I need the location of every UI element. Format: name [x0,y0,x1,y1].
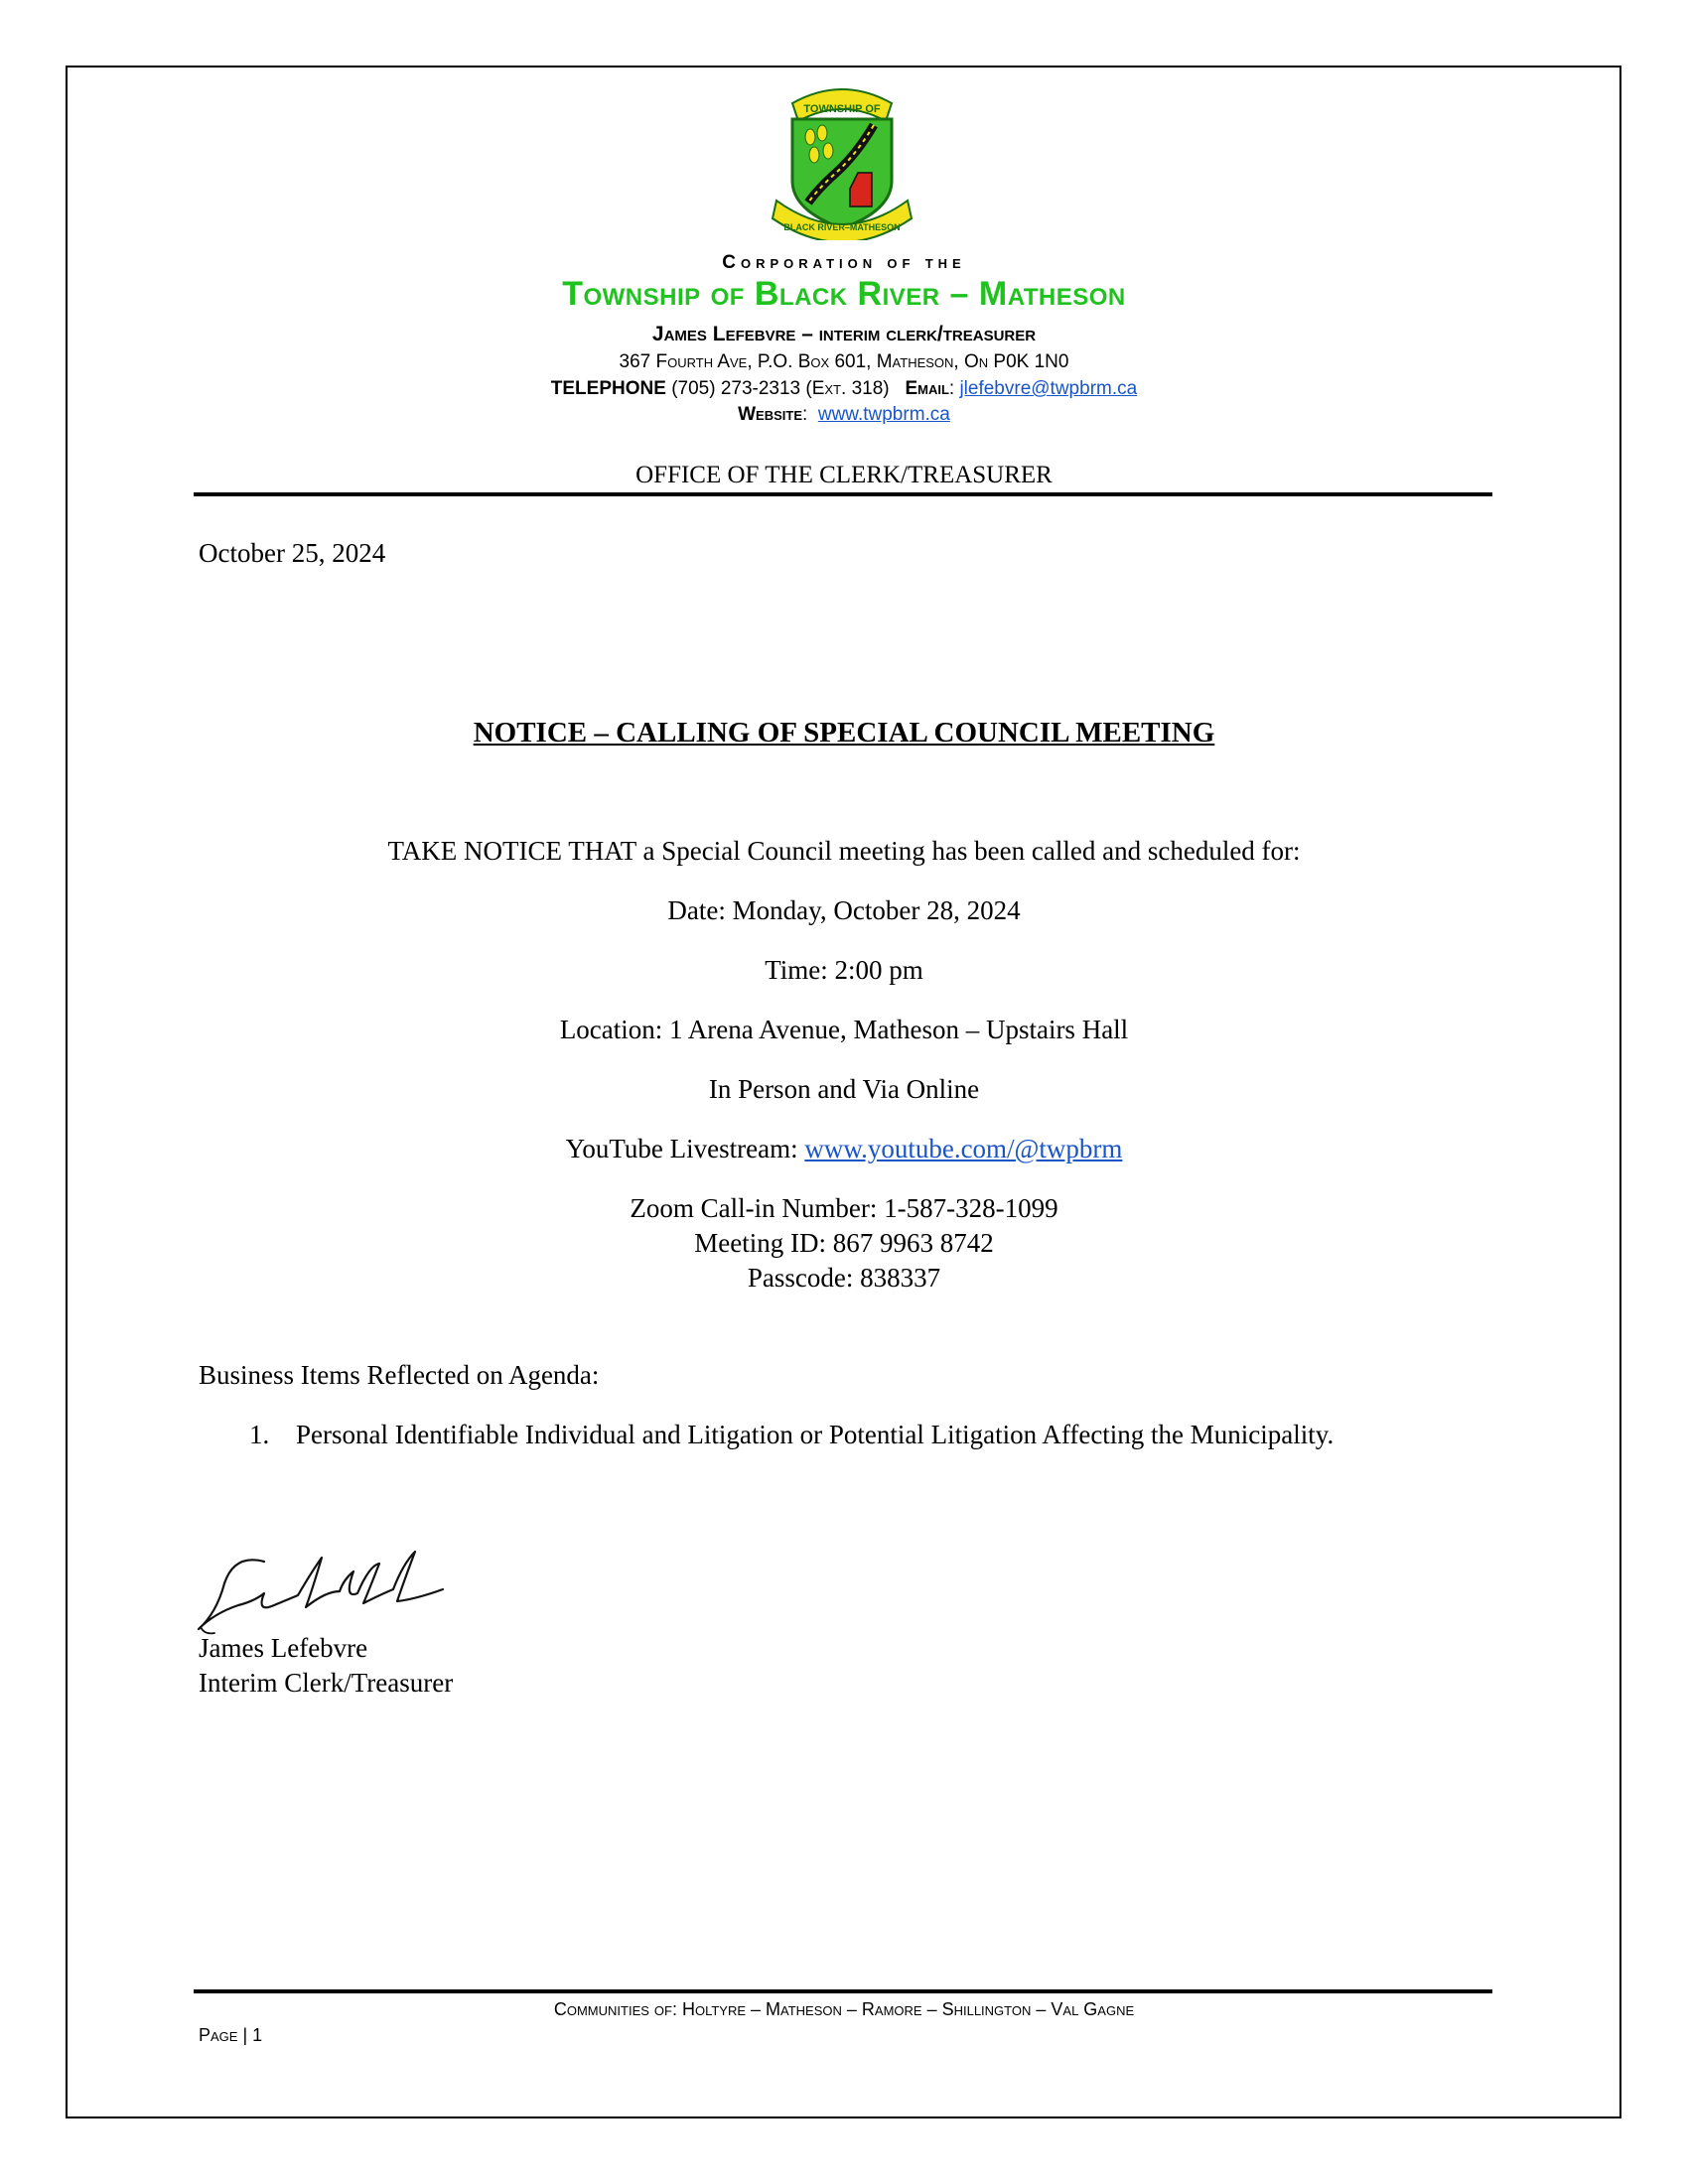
zoom-passcode: Passcode: 838337 [747,1263,941,1293]
page-number: Page | 1 [199,2025,263,2045]
corporation-of-heading: Corporation of the [722,252,966,273]
notice-intro: TAKE NOTICE THAT a Special Council meeting has been called and scheduled for: [387,836,1301,866]
youtube-line [0,1134,1688,1164]
header-divider [194,492,1492,496]
handwritten-signature [195,1544,463,1643]
zoom-meeting-id: Meeting ID: 867 9963 8742 [694,1228,994,1258]
crest-text-bottom: BLACK RIVER–MATHESON [783,222,901,232]
crest-text-top: TOWNSHIP OF [803,103,881,115]
agenda-item-number: 1. [249,1420,270,1449]
township-crest-logo [763,81,921,240]
website-line: Website: www.twpbrm.ca [738,404,950,425]
meeting-time: Time: 2:00 pm [765,955,923,985]
website-label: Website [738,404,802,425]
agenda-label: Business Items Reflected on Agenda: [199,1360,600,1390]
meeting-date: Date: Monday, October 28, 2024 [667,895,1021,925]
youtube-link[interactable]: www.youtube.com/@twpbrm [804,1134,1123,1163]
signer-title: Interim Clerk/Treasurer [199,1668,454,1698]
zoom-number: Zoom Call-in Number: 1-587-328-1099 [630,1193,1058,1223]
meeting-mode: In Person and Via Online [708,1074,980,1104]
meeting-location: Location: 1 Arena Avenue, Matheson – Upstairs Hall [559,1015,1129,1044]
signer-name: James Lefebvre [199,1633,368,1663]
township-name: Township of Black River – Matheson [562,275,1126,313]
website-link[interactable]: www.twpbrm.ca [817,404,950,425]
telephone-number: (705) 273-2313 (Ext. 318) [671,378,890,399]
communities-line: Communities of: Holtyre – Matheson – Ramore – Shillington – Val Gagne [553,1999,1135,2019]
youtube-label: YouTube Livestream: [565,1134,798,1163]
agenda-item-text: Personal Identifiable Individual and Litigation or Potential Litigation Affecting the Municipality. [296,1420,1335,1449]
clerk-name-line: James Lefebvre – interim clerk/treasurer [651,323,1037,345]
mailing-address: 367 Fourth Ave, P.O. Box 601, Matheson, On P0K 1N0 [619,351,1069,372]
letter-date: October 25, 2024 [199,538,386,568]
office-heading: OFFICE OF THE CLERK/TREASURER [635,462,1053,488]
telephone-label: TELEPHONE [550,378,666,399]
footer-divider [194,1989,1492,1993]
notice-title: NOTICE – CALLING OF SPECIAL COUNCIL MEETING [473,717,1215,749]
agenda-item [249,1420,1334,1450]
contact-line: TELEPHONE (705) 273-2313 (Ext. 318) Email: jlefebvre@twpbrm.ca [550,378,1138,399]
email-label: Email [905,378,949,399]
email-link[interactable]: jlefebvre@twpbrm.ca [959,378,1138,399]
